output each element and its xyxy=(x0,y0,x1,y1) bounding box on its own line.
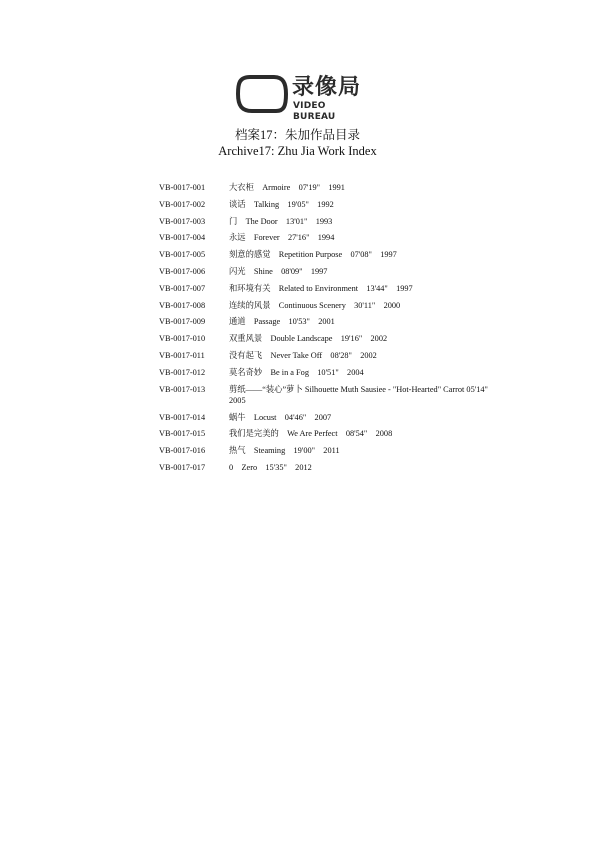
work-description: 蜗牛 Locust 04'46" 2007 xyxy=(229,412,332,422)
work-code: VB-0017-016 xyxy=(159,446,206,456)
list-item xyxy=(159,283,519,300)
work-code: VB-0017-002 xyxy=(159,199,206,209)
work-code: VB-0017-010 xyxy=(159,334,206,344)
work-code: VB-0017-006 xyxy=(159,266,206,276)
list-item xyxy=(159,216,519,233)
work-description: 大衣柜 Armoire 07'19" 1991 xyxy=(229,183,345,192)
video-bureau-logo xyxy=(236,74,362,122)
work-description: 剪纸——“装心”萝卜 Silhouette Muth Sausiee - "Hot-Hearted" Carrot 05'14" 2005 xyxy=(229,384,497,405)
list-item xyxy=(159,428,519,445)
work-code: VB-0017-011 xyxy=(159,350,205,360)
work-code: VB-0017-001 xyxy=(159,183,206,192)
list-item xyxy=(159,300,519,317)
work-description: 没有起飞 Never Take Off 08'28" 2002 xyxy=(229,350,377,360)
work-description: 谈话 Talking 19'05" 1992 xyxy=(229,199,334,209)
logo-name-cn: 录像局 xyxy=(292,75,362,100)
list-item xyxy=(159,350,519,367)
list-item xyxy=(159,412,519,429)
work-description: 双重风景 Double Landscape 19'16" 2002 xyxy=(229,334,388,344)
work-description: 门 The Door 13'01" 1993 xyxy=(229,216,333,226)
work-code: VB-0017-009 xyxy=(159,317,206,327)
list-item xyxy=(159,333,519,350)
work-description: 0 Zero 15'35" 2012 xyxy=(229,462,312,472)
work-description: 和环境有关 Related to Environment 13'44" 1997 xyxy=(229,283,413,293)
work-description: 热气 Steaming 19'00" 2011 xyxy=(229,446,340,456)
list-item xyxy=(159,367,519,384)
page-title-en: Archive17: Zhu Jia Work Index xyxy=(218,144,377,158)
list-item xyxy=(159,232,519,249)
work-description: 我们是完美的 We Are Perfect 08'54" 2008 xyxy=(229,429,393,439)
work-code: VB-0017-005 xyxy=(159,250,206,260)
list-item xyxy=(159,445,519,462)
work-description: 闪光 Shine 08'09" 1997 xyxy=(229,266,328,276)
list-item xyxy=(159,199,519,216)
work-code: VB-0017-004 xyxy=(159,233,206,243)
work-code: VB-0017-014 xyxy=(159,412,206,422)
work-code: VB-0017-012 xyxy=(159,367,206,377)
list-item xyxy=(159,266,519,283)
work-code: VB-0017-017 xyxy=(159,462,206,472)
work-code: VB-0017-015 xyxy=(159,429,206,439)
work-description: 莫名奇妙 Be in a Fog 10'51" 2004 xyxy=(229,367,364,377)
list-item xyxy=(159,384,519,412)
list-item xyxy=(159,316,519,333)
logo-name-en: VIDEO BUREAU xyxy=(293,101,336,122)
work-code: VB-0017-003 xyxy=(159,216,206,226)
tv-screen-icon xyxy=(236,74,288,114)
work-description: 连续的风景 Continuous Scenery 30'11" 2000 xyxy=(229,300,401,310)
page-title-cn: 档案17：朱加作品目录 xyxy=(234,128,360,142)
work-index-list xyxy=(159,182,519,479)
work-description: 永远 Forever 27'16" 1994 xyxy=(229,233,335,243)
list-item xyxy=(159,462,519,479)
work-description: 通道 Passage 10'53" 2001 xyxy=(229,317,335,327)
work-code: VB-0017-007 xyxy=(159,283,206,293)
list-item xyxy=(159,249,519,266)
work-description: 刻意的感觉 Repetition Purpose 07'08" 1997 xyxy=(229,250,397,260)
work-code: VB-0017-008 xyxy=(159,300,206,310)
list-item xyxy=(159,182,519,199)
work-code: VB-0017-013 xyxy=(159,384,206,394)
